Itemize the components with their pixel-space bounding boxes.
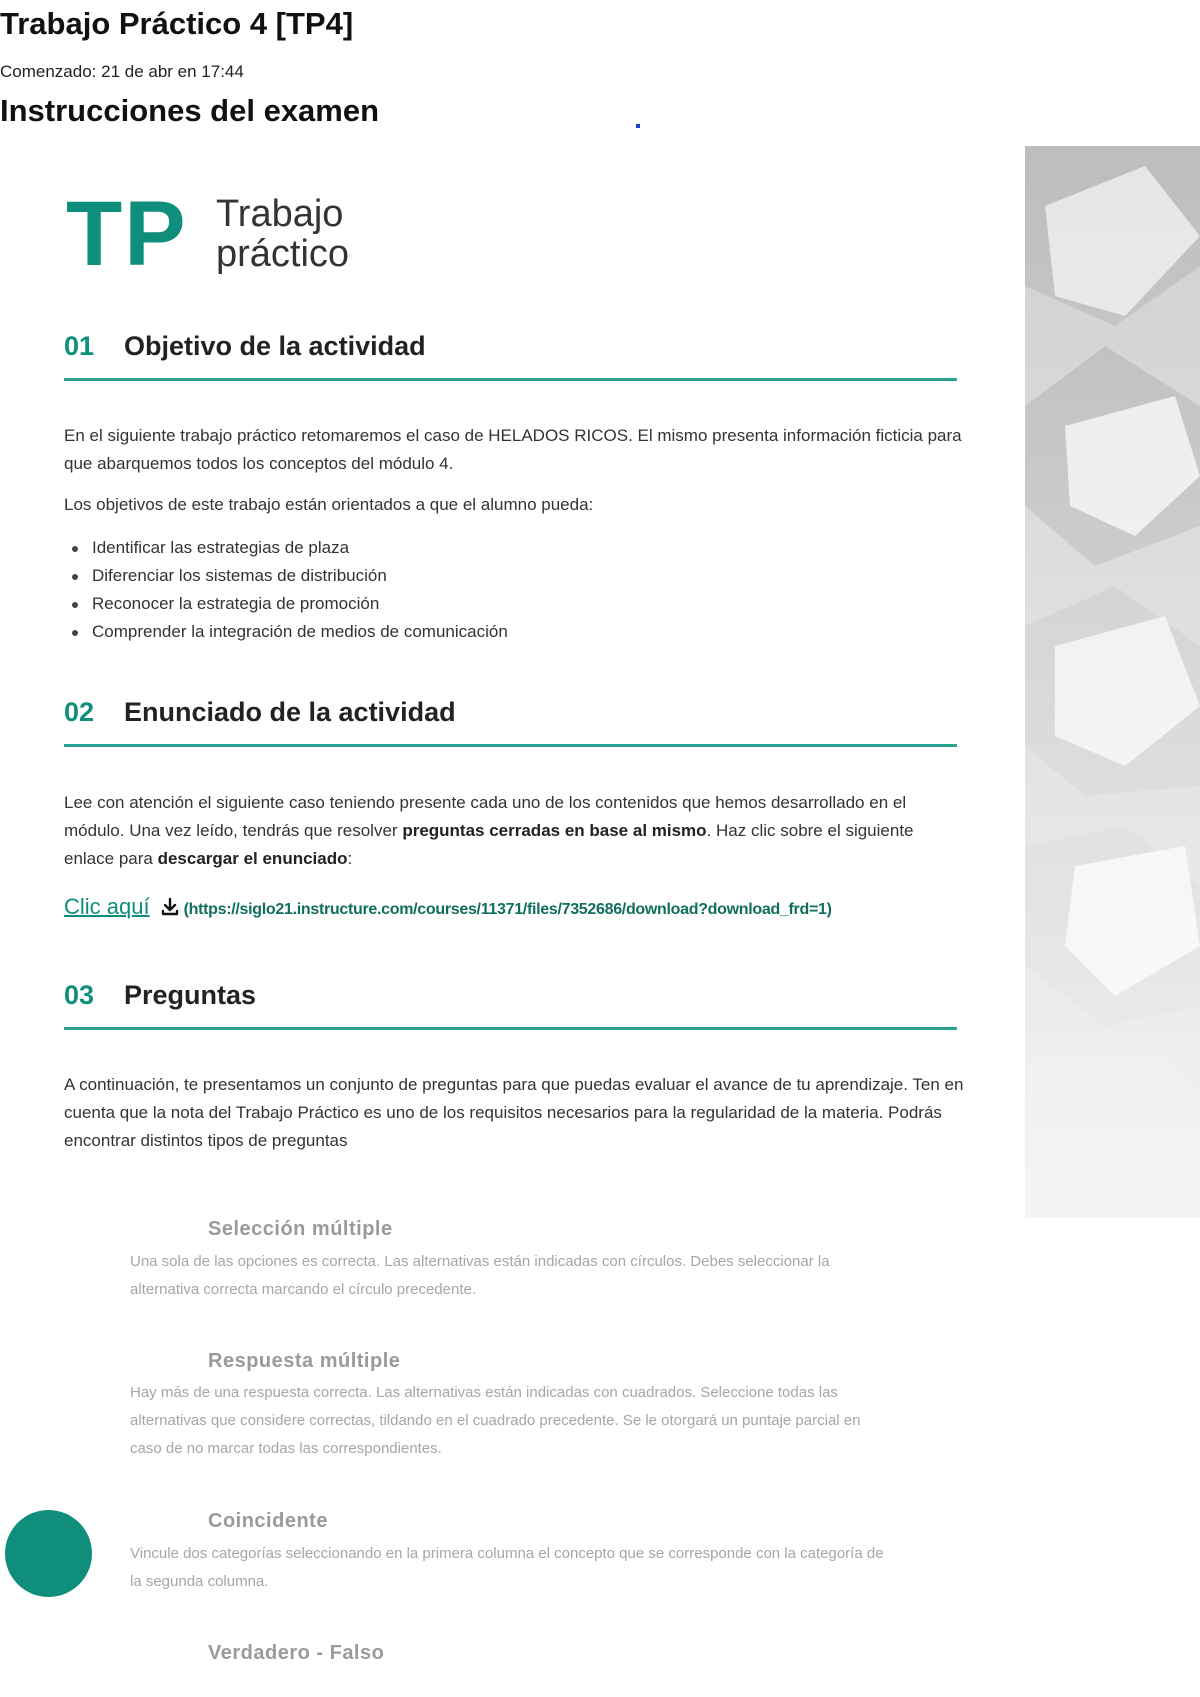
- section-header-03: [64, 980, 957, 1030]
- download-url[interactable]: (https://siglo21.instructure.com/courses/11371/files/7352686/download?download_frd=1): [183, 901, 832, 918]
- list-item: Identificar las estrategias de plaza: [92, 534, 508, 562]
- logo-line-1: Trabajo: [216, 193, 344, 235]
- decorative-circle: [5, 1510, 92, 1597]
- logo-initials: TP: [66, 183, 188, 285]
- statement-part-3: :: [347, 849, 353, 868]
- statement-part-2: . Haz clic sobre el siguiente enlace para: [64, 821, 914, 868]
- question-type-desc: Una sola de las opciones es correcta. Las alternativas están indicadas con círculos. Debes seleccionar la alternativa correcta marcando el círculo precedente.: [130, 1253, 830, 1298]
- list-item: Diferenciar los sistemas de distribución: [92, 562, 508, 590]
- statement-bold-1: preguntas cerradas en base al mismo: [402, 821, 707, 840]
- started-timestamp: Comenzado: 21 de abr en 17:44: [0, 62, 244, 81]
- section-number: 02: [64, 697, 95, 727]
- section-header-02: [64, 697, 957, 747]
- statement-bold-2: descargar el enunciado: [157, 849, 348, 868]
- download-icon[interactable]: [160, 897, 180, 922]
- section-number: 03: [64, 980, 95, 1010]
- section-number: 01: [64, 331, 95, 361]
- statement-part-1: Lee con atención el siguiente caso teniendo presente cada uno de los contenidos que hemos desarrollado en el módulo. Una vez leído, tendrás que resolver: [64, 793, 907, 840]
- question-type-title: Respuesta múltiple: [208, 1350, 401, 1372]
- download-link[interactable]: Clic aquí: [64, 894, 150, 919]
- focus-dot: [636, 124, 640, 128]
- section-title: Preguntas: [124, 980, 257, 1010]
- objective-intro: En el siguiente trabajo práctico retomaremos el caso de HELADOS RICOS. El mismo presenta información ficticia para que abarquemos todos los conceptos del módulo 4.: [64, 426, 962, 473]
- question-type-desc: Vincule dos categorías seleccionando en la primera columna el concepto que se corresponde con la categoría de la segunda columna.: [130, 1545, 884, 1590]
- page-title: Trabajo Práctico 4 [TP4]: [0, 6, 354, 41]
- section-title: Objetivo de la actividad: [124, 331, 426, 361]
- section-title: Enunciado de la actividad: [124, 697, 456, 727]
- question-type-desc: Hay más de una respuesta correcta. Las alternativas están indicadas con cuadrados. Seleccione todas las alternativas que considere correctas, tildando en el cuadrado precedente. Se le otorgará un puntaje parcial en caso de no marcar todas las correspondientes.: [130, 1384, 861, 1457]
- section-header-01: [64, 331, 957, 381]
- download-link-row: [64, 894, 832, 922]
- question-type-title: Verdadero - Falso: [208, 1642, 385, 1664]
- list-item: Reconocer la estrategia de promoción: [92, 590, 508, 618]
- statement-text: [64, 789, 964, 873]
- logo-text: [216, 194, 349, 274]
- question-type-title: Coincidente: [208, 1510, 328, 1532]
- logo-line-2: práctico: [216, 233, 350, 275]
- objective-list: [64, 534, 508, 646]
- questions-intro: A continuación, te presentamos un conjunto de preguntas para que puedas evaluar el avance de tu aprendizaje. Ten en cuenta que la nota del Trabajo Práctico es uno de los requisitos necesarios para la regularidad de la materia. Podrás encontrar distintos tipos de preguntas: [64, 1075, 964, 1150]
- question-type-title: Selección múltiple: [208, 1218, 393, 1240]
- list-item: Comprender la integración de medios de comunicación: [92, 618, 508, 646]
- objective-lead: Los objetivos de este trabajo están orientados a que el alumno pueda:: [64, 495, 594, 514]
- decorative-side-image: [1025, 146, 1200, 1218]
- instructions-title: Instrucciones del examen: [0, 93, 380, 128]
